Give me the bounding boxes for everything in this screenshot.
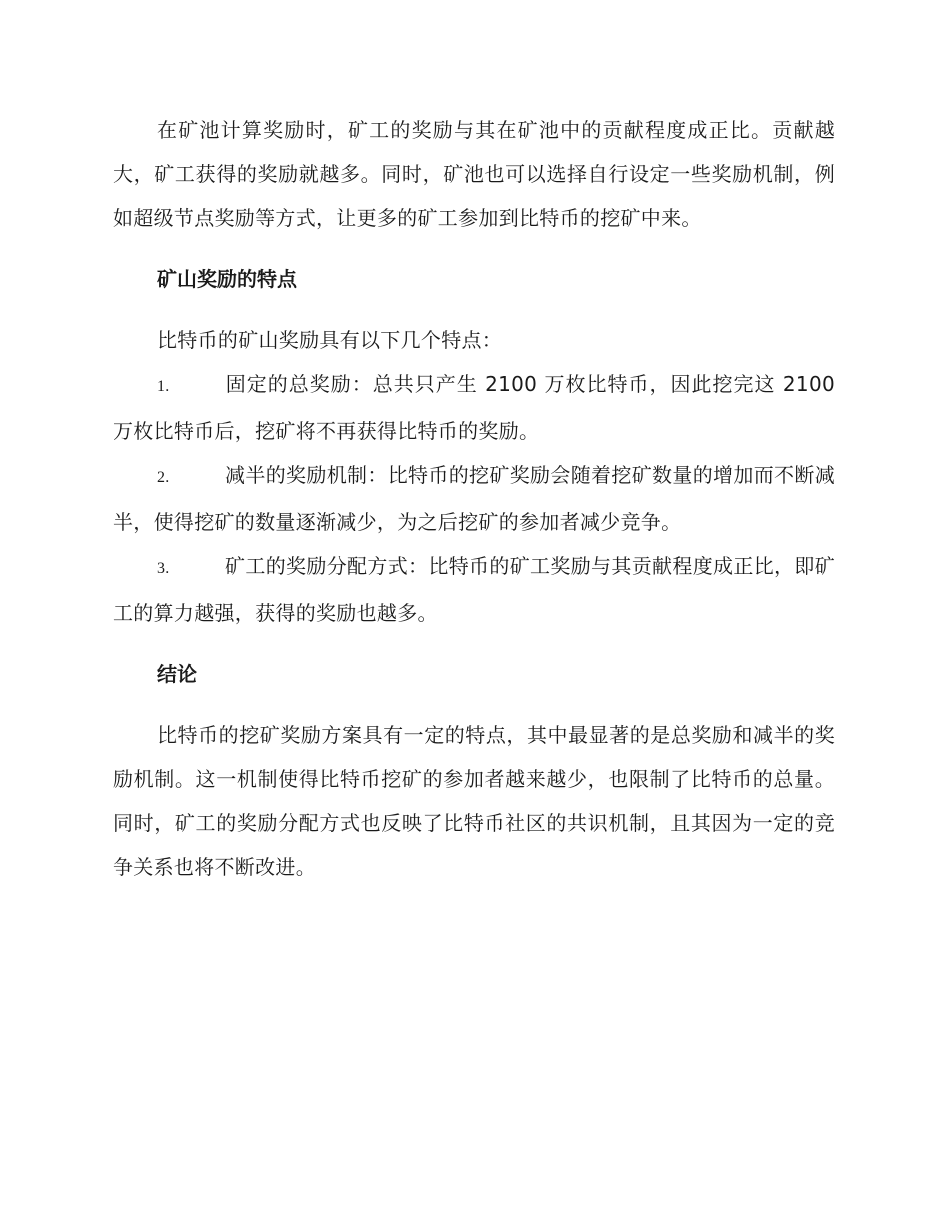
list-item (113, 453, 835, 544)
document-page (113, 108, 835, 889)
intro-paragraph: 在矿池计算奖励时，矿工的奖励与其在矿池中的贡献程度成正比。贡献越大，矿工获得的奖励就越多。同时，矿池也可以选择自行设定一些奖励机制，例如超级节点奖励等方式，让更多的矿工参加到比特币的挖矿中来。 (113, 118, 835, 230)
features-heading: 矿山奖励的特点 (157, 267, 297, 291)
list-text: 矿工的奖励分配方式：比特币的矿工奖励与其贡献程度成正比，即矿工的算力越强，获得的奖励也越多。 (113, 554, 835, 625)
list-text: 减半的奖励机制：比特币的挖矿奖励会随着挖矿数量的增加而不断减半，使得挖矿的数量逐渐减少，为之后挖矿的参加者减少竞争。 (113, 463, 835, 534)
list-number: 1. (157, 378, 170, 395)
list-number: 3. (157, 560, 170, 577)
conclusion-heading: 结论 (157, 662, 197, 686)
list-number: 2. (157, 469, 170, 486)
list-item (113, 544, 835, 635)
list-item (113, 362, 835, 453)
conclusion-paragraph: 比特币的挖矿奖励方案具有一定的特点，其中最显著的是总奖励和减半的奖励机制。这一机制使得比特币挖矿的参加者越来越少，也限制了比特币的总量。同时，矿工的奖励分配方式也反映了比特币社区的共识机制，且其因为一定的竞争关系也将不断改进。 (113, 723, 835, 879)
list-text: 固定的总奖励：总共只产生 2100 万枚比特币，因此挖完这 2100 万枚比特币后，挖矿将不再获得比特币的奖励。 (113, 372, 835, 443)
features-intro-paragraph: 比特币的矿山奖励具有以下几个特点： (157, 328, 503, 352)
